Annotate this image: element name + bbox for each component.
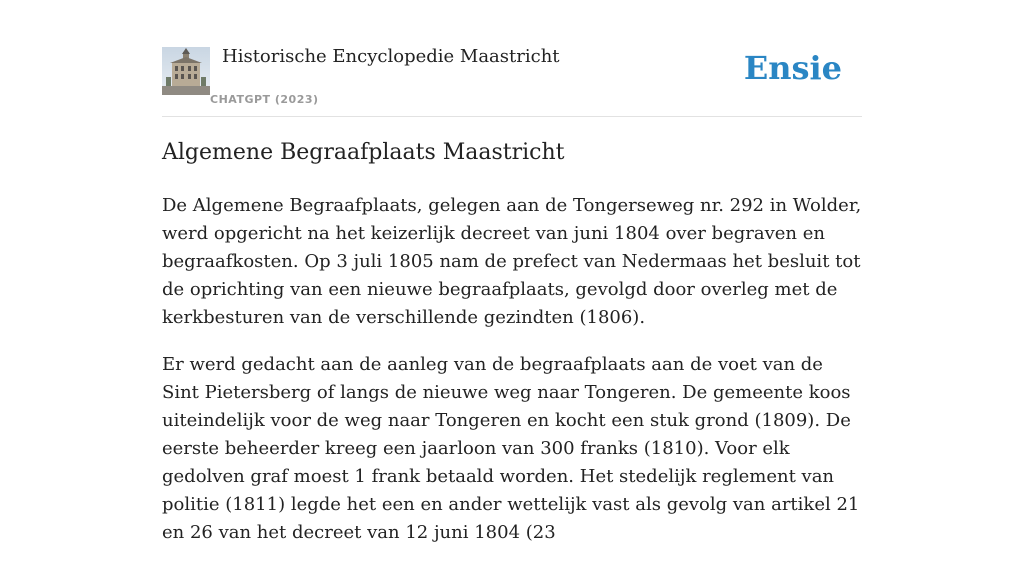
article-body xyxy=(162,192,862,566)
source-label: CHATGPT (2023) xyxy=(210,93,319,106)
article-paragraph: De Algemene Begraafplaats, gelegen aan de Tongerseweg nr. 292 in Wolder, werd opgericht na het keizerlijk decreet van juni 1804 over begraven en begraafkosten. Op 3 juli 1805 nam de prefect van Nedermaas het besluit tot de oprichting van een nieuwe begraafplaats, gevolgd door overleg met de kerkbesturen van de verschillende gezindten (1806). xyxy=(162,195,862,328)
encyclopedia-title[interactable]: Historische Encyclopedie Maastricht xyxy=(222,46,560,67)
page-container xyxy=(162,0,862,543)
page-header xyxy=(162,0,862,117)
article-title: Algemene Begraafplaats Maastricht xyxy=(162,140,565,165)
article-paragraph: Er werd gedacht aan de aanleg van de begraafplaats aan de voet van de Sint Pietersberg of langs de nieuwe weg naar Tongeren. De gemeente koos uiteindelijk voor de weg naar Tongeren en kocht een stuk grond (1809). De eerste beheerder kreeg een jaarloon van 300 franks (1810). Voor elk gedolven graf moest 1 frank betaald worden. Het stedelijk reglement van politie (1811) legde het een en ander wettelijk vast als gevolg van artikel 21 en 26 van het decreet van 12 juni 1804 (23 xyxy=(162,354,860,543)
ensie-logo[interactable]: Ensie xyxy=(743,49,842,87)
town-hall-photo-icon[interactable] xyxy=(162,47,210,95)
